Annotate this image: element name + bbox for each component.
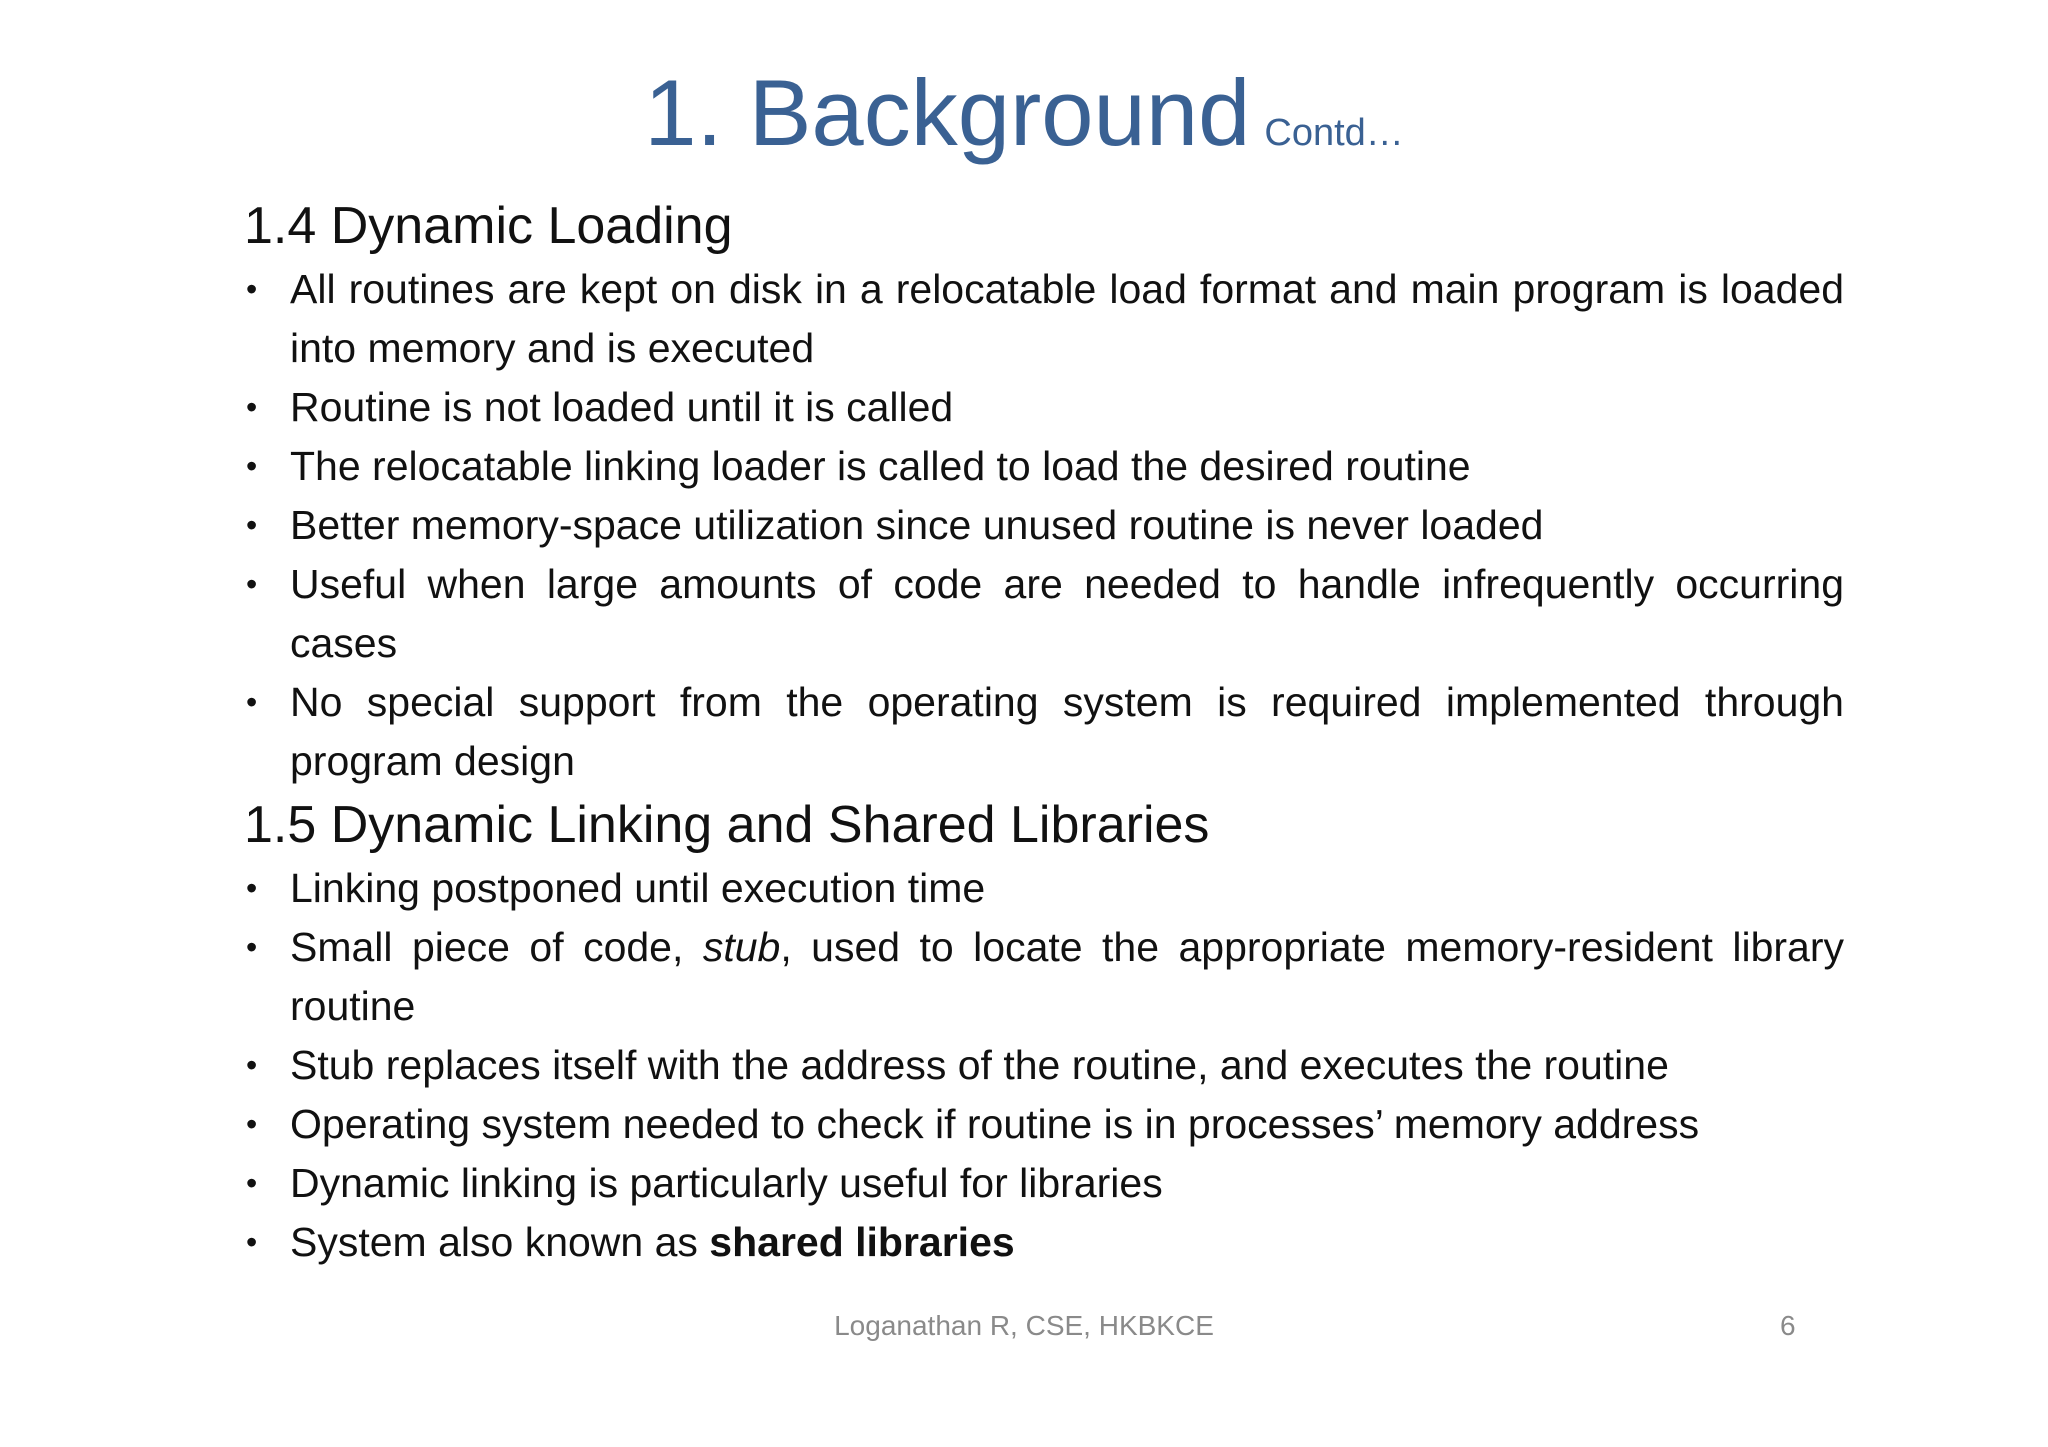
bullet-item	[244, 378, 1844, 437]
bullet-icon: •	[246, 1224, 258, 1260]
bullet-text: All routines are kept on disk in a relocatable load format and main program is loaded into memory and is executed	[290, 266, 1844, 371]
bullet-text: Linking postponed until execution time	[290, 865, 986, 911]
bullet-text: The relocatable linking loader is called to load the desired routine	[290, 443, 1471, 489]
bullet-icon: •	[246, 1047, 258, 1083]
bullet-item	[244, 260, 1844, 378]
slide-title-main: 1. Background	[644, 60, 1251, 165]
bullet-text-part: System also known as	[290, 1219, 710, 1265]
bullet-text: Routine is not loaded until it is called	[290, 384, 954, 430]
bullet-text-italic-stub: stub	[702, 924, 781, 970]
bullet-icon: •	[246, 870, 258, 906]
bullet-item	[244, 673, 1844, 791]
bullet-item	[244, 437, 1844, 496]
bullet-item	[244, 1036, 1844, 1095]
bullet-icon: •	[246, 929, 258, 965]
bullet-icon: •	[246, 389, 258, 425]
bullet-text-part: Small piece of code,	[290, 924, 703, 970]
bullet-text: Useful when large amounts of code are needed to handle infrequently occurring cases	[290, 561, 1844, 666]
bullet-icon: •	[246, 566, 258, 602]
bullet-icon: •	[246, 1165, 258, 1201]
bullet-list-dynamic-linking	[244, 859, 1844, 1272]
bullet-item	[244, 1095, 1844, 1154]
bullet-list-dynamic-loading	[244, 260, 1844, 791]
bullet-item	[244, 918, 1844, 1036]
bullet-icon: •	[246, 1106, 258, 1142]
bullet-item	[244, 1213, 1844, 1272]
bullet-icon: •	[246, 448, 258, 484]
bullet-item	[244, 496, 1844, 555]
bullet-icon: •	[246, 271, 258, 307]
page-number: 6	[1780, 1310, 1796, 1341]
bullet-text-bold-shared-libraries: shared libraries	[709, 1219, 1015, 1265]
bullet-text-part: , used to locate the appropriate memory-resident library routine	[290, 924, 1844, 1029]
bullet-text: No special support from the operating system is required implemented through program design	[290, 679, 1844, 784]
bullet-text: Operating system needed to check if routine is in processes’ memory address	[290, 1101, 1700, 1147]
bullet-text: Stub replaces itself with the address of the routine, and executes the routine	[290, 1042, 1669, 1088]
bullet-item	[244, 555, 1844, 673]
bullet-icon: •	[246, 507, 258, 543]
slide-title-contd: Contd…	[1264, 112, 1404, 154]
slide-content	[244, 192, 1844, 1272]
slide-title	[0, 60, 2048, 165]
footer-author: Loganathan R, CSE, HKBKCE	[834, 1310, 1214, 1341]
section-heading-dynamic-linking: 1.5 Dynamic Linking and Shared Libraries	[244, 796, 1210, 854]
bullet-item	[244, 859, 1844, 918]
bullet-item	[244, 1154, 1844, 1213]
bullet-text: Better memory-space utilization since unused routine is never loaded	[290, 502, 1544, 548]
section-heading-dynamic-loading: 1.4 Dynamic Loading	[244, 197, 733, 255]
bullet-icon: •	[246, 684, 258, 720]
bullet-text: Dynamic linking is particularly useful for libraries	[290, 1160, 1163, 1206]
